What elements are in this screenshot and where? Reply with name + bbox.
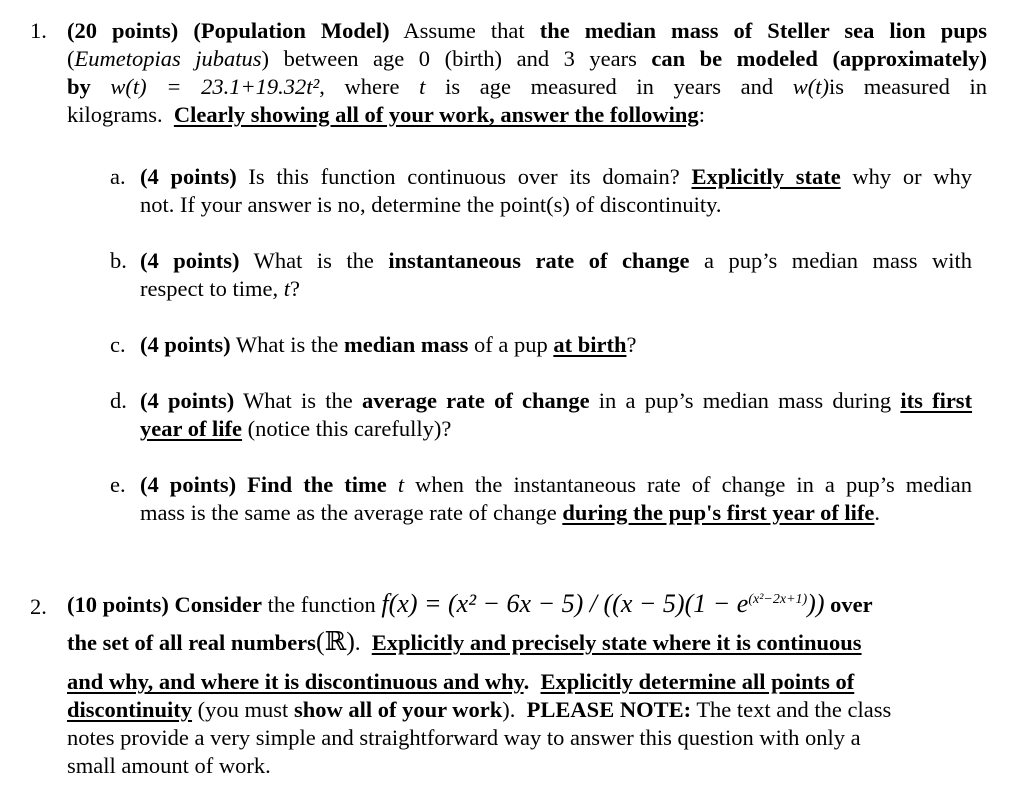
q2-line-3: and why, and where it is discontinuous and why. Explicitly determine all points of — [67, 669, 855, 694]
question-2-number: 2. — [30, 594, 47, 619]
question-1-number: 1. — [30, 18, 47, 43]
function-formula: $f(x) = (x^2 - 6x - 5) / ((x - 5)(1 - e^{(x^2-2x+1)}))$ — [381, 589, 825, 618]
question-1-body — [67, 17, 987, 129]
q1-line-2: (Eumetopias jubatus) between age 0 (birth) and 3 years can be modeled (approximately) — [67, 46, 988, 71]
q1-line-3: by w(t) = 23.1+19.32t², where t is age measured in years and w(t)is measured in — [67, 74, 988, 99]
q2-line-4: discontinuity (you must show all of your work). PLEASE NOTE: The text and the class — [67, 697, 892, 722]
question-2-body — [67, 590, 987, 776]
q1-instruction: Clearly showing all of your work, answer the following — [173, 102, 699, 127]
q1-line-4: kilograms. Clearly showing all of your work, answer the following: — [67, 102, 705, 127]
q2-line-5: notes provide a very simple and straightforward way to answer this question with only a — [67, 725, 861, 750]
q2-line-1: (10 points) Consider the function $f(x) = (x^2 - 6x - 5) / ((x - 5)(1 - e^{(x^2-2x+1)}))$ over — [67, 589, 873, 618]
mass-formula: w(t) = 23.1+19.32t² — [110, 74, 320, 99]
q2-line-6: small amount of work. — [67, 753, 271, 778]
q2-line-2: the set of all real numbers(ℝ). Explicitly and precisely state where it is continuous — [67, 627, 862, 656]
q1-line-1: (20 points) (Population Model) Assume that the median mass of Steller sea lion pups — [67, 18, 987, 43]
species-name: Eumetopias jubatus — [74, 46, 262, 71]
